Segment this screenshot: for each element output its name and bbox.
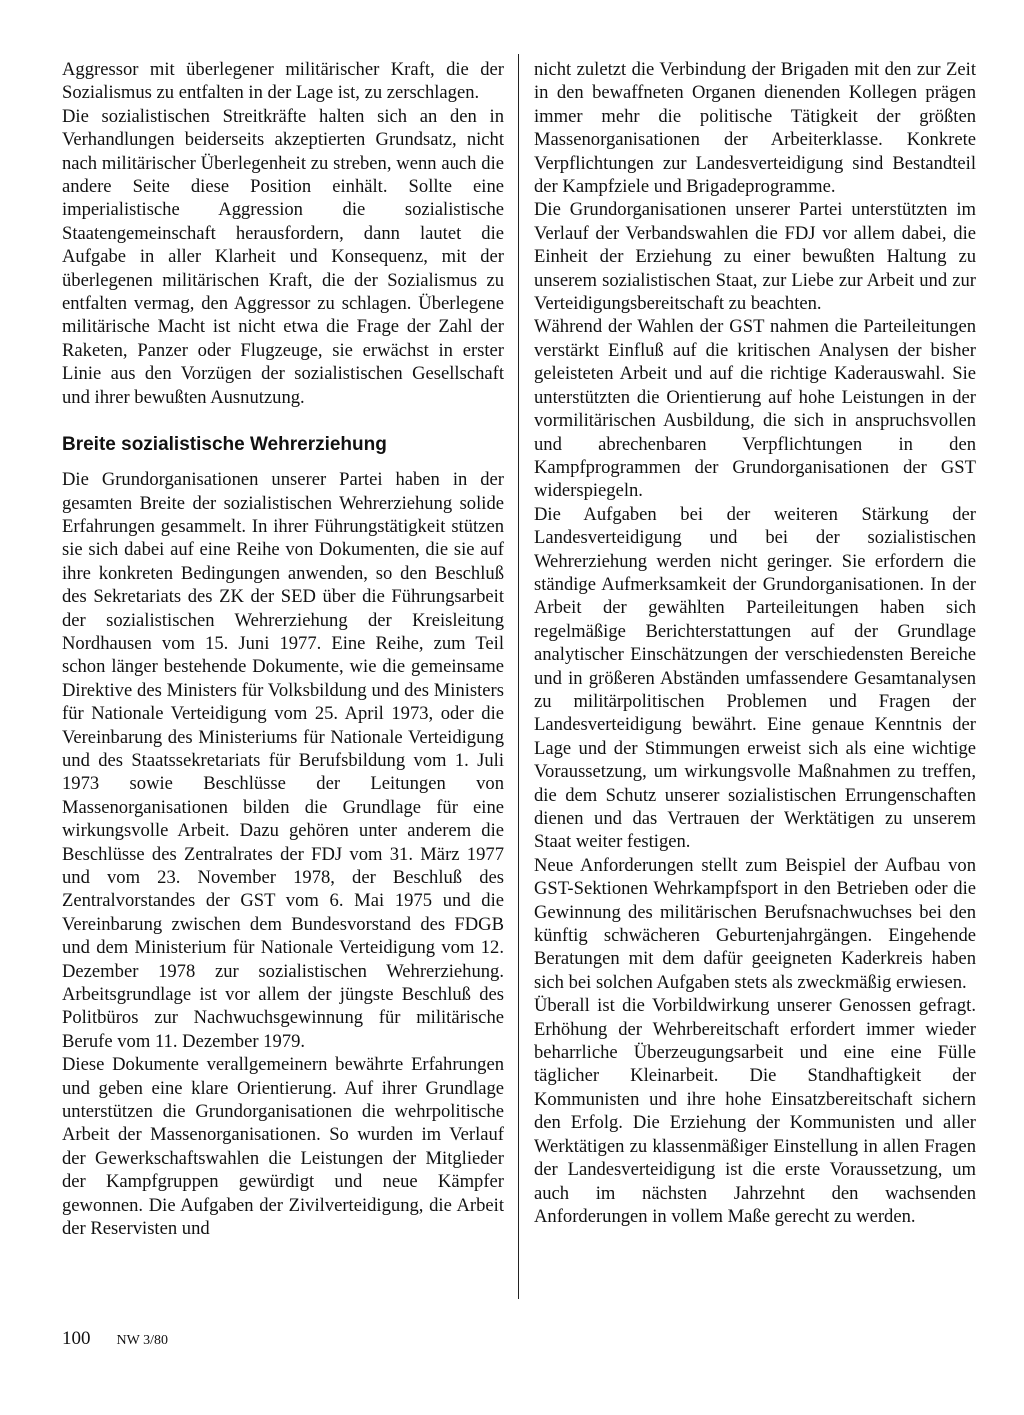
paragraph: Die Grundorganisationen unserer Partei haben in der gesamten Breite der sozialistischen Wehrerziehung solide Erfahrungen gesammelt. In ihrer Führungstätigkeit stützen sie sich dabei auf eine Reihe von Dokumenten, die sie auf ihre konkreten Bedingungen anwenden, so den Beschluß des Sekretariats des ZK der SED über die Führungsarbeit der sozialistischen Wehrerziehung der Kreisleitung Nordhausen vom 15. Juni 1977. Eine Reihe, zum Teil schon länger bestehende Dokumente, wie die gemeinsame Direktive des Ministers für Volksbildung und des Ministers für Nationale Verteidigung vom 25. April 1973, oder die Vereinbarung des Ministeriums für Nationale Verteidigung und des Staatssekretariats für Berufsbildung vom 1. Juli 1973 sowie Beschlüsse der Leitungen von Massenorganisationen bilden die Grundlage für eine wirkungsvolle Arbeit. Dazu gehören unter anderem die Beschlüsse des Zentralrates der FDJ vom 31. März 1977 und vom 23. November 1978, der Beschluß des Zentralvorstandes der GST vom 6. Mai 1975 und die Vereinbarung zwischen dem Bundesvorstand des FDGB und dem Ministerium für Nationale Verteidigung vom 12. Dezember 1978 zur sozialistischen Wehrerziehung. Arbeitsgrundlage ist vor allem der jüngste Beschluß des Politbüros zur Nachwuchsgewinnung für militärische Berufe vom 11. Dezember 1979.: [62, 469, 504, 1052]
left-column: [62, 58, 504, 1241]
paragraph: nicht zuletzt die Verbindung der Brigaden mit den zur Zeit in den bewaffneten Organen dienenden Kollegen prägen immer mehr die politische Tätigkeit der größten Massenorganisationen der Arbeiterklasse. Konkrete Verpflichtungen zur Landesverteidigung sind Bestandteil der Kampfziele und Brigadeprogramme.: [534, 59, 976, 198]
paragraph: Überall ist die Vorbildwirkung unserer Genossen gefragt. Erhöhung der Wehrbereitschaft erfordert immer wieder beharrliche Überzeugungsarbeit und eine eine Fülle täglicher Kleinarbeit. Die Standhaftigkeit der Kommunisten und ihre hohe Einsatzbereitschaft sichern den Erfolg. Die Erziehung der Kommunisten und aller Werktätigen zu klassenmäßiger Einstellung in allen Fragen der Landesverteidigung ist die erste Voraussetzung, um auch im nächsten Jahrzehnt den wachsenden Anforderungen in vollem Maße gerecht zu werden.: [534, 995, 976, 1227]
paragraph: Die sozialistischen Streitkräfte halten sich an den in Verhandlungen beiderseits akzeptierten Grundsatz, nicht nach militärischer Überlegenheit zu streben, wenn auch die andere Seite diese Position einhält. Sollte eine imperialistische Aggression die sozialistische Staatengemeinschaft herausfordern, dann lautet die Aufgabe in aller Klarheit und Konsequenz, mit der überlegenen militärischen Kraft, die der Sozialismus zu entfalten vermag, den Aggressor zu schlagen. Überlegene militärische Macht ist nicht etwa die Frage der Zahl der Raketen, Panzer oder Flugzeuge, sie erwächst in erster Linie aus den Vorzügen der sozialistischen Gesellschaft und ihrer bewußten Ausnutzung.: [62, 105, 504, 408]
page-footer: [62, 1328, 168, 1350]
journal-reference: NW 3/80: [116, 1333, 168, 1348]
paragraph: Während der Wahlen der GST nahmen die Parteileitungen verstärkt Einfluß auf die kritischen Analysen der bisher geleisteten Arbeit und auf die richtige Kaderauswahl. Sie unterstützten die Orientierung auf hohe Leistungen in der vormilitärischen Ausbildung, die sich in anspruchsvollen und abrechenbaren Verpflichtungen in den Kampfprogrammen der Grundorganisationen der GST widerspiegeln.: [534, 316, 976, 502]
paragraph: Die Grundorganisationen unserer Partei unterstützten im Verlauf der Verbandswahlen die FDJ vor allem dabei, die Einheit der Erziehung zu einer bewußten Haltung zu unserem sozialistischen Staat, zur Liebe zur Arbeit und zur Verteidigungsbereitschaft zu beachten.: [534, 199, 976, 315]
paragraph: Diese Dokumente verallgemeinern bewährte Erfahrungen und geben eine klare Orientierung. Auf ihrer Grundlage unterstützen die Grundorganisationen die wehrpolitische Arbeit der Massenorganisationen. So wurden im Verlauf der Gewerkschaftswahlen die Leistungen der Mitglieder der Kampfgruppen gewürdigt und neue Kämpfer gewonnen. Die Aufgaben der Zivilverteidigung, die Arbeit der Reservisten und: [62, 1054, 504, 1240]
column-divider: [518, 54, 519, 1299]
paragraph: Die Aufgaben bei der weiteren Stärkung der Landesverteidigung und bei der sozialistischen Wehrerziehung werden nicht geringer. Sie erfordern die ständige Aufmerksamkeit der Grundorganisationen. In der Arbeit der gewählten Parteileitungen haben sich regelmäßige Berichterstattungen auf der Grundlage analytischer Einschätzungen der verschiedensten Bereiche und in größeren Abständen umfassendere Gesamtanalysen zu militärpolitischen Problemen und Fragen der Landesverteidigung bewährt. Eine genaue Kenntnis der Lage und der Stimmungen erweist sich als eine wichtige Voraussetzung, um wirkungsvolle Maßnahmen zu treffen, die dem Schutz unserer sozialistischen Errungenschaften dienen und das Vertrauen der Werktätigen zu unserem Staat weiter festigen.: [534, 503, 976, 853]
paragraph: Neue Anforderungen stellt zum Beispiel der Aufbau von GST-Sektionen Wehrkampfsport in den Betrieben oder die Gewinnung des militärischen Berufsnachwuchses bei den künftig schwächeren Geburtenjahrgängen. Eingehende Beratungen mit dem dafür geeigneten Kaderkreis haben sich bei solchen Aufgaben stets als zweckmäßig erwiesen.: [534, 854, 976, 993]
paragraph: Aggressor mit überlegener militärischer Kraft, die der Sozialismus zu entfalten in der Lage ist, zu zerschlagen.: [62, 59, 504, 104]
page-number: 100: [62, 1328, 91, 1349]
section-heading: Breite sozialistische Wehrerziehung: [62, 434, 387, 456]
right-column: [534, 58, 976, 1228]
